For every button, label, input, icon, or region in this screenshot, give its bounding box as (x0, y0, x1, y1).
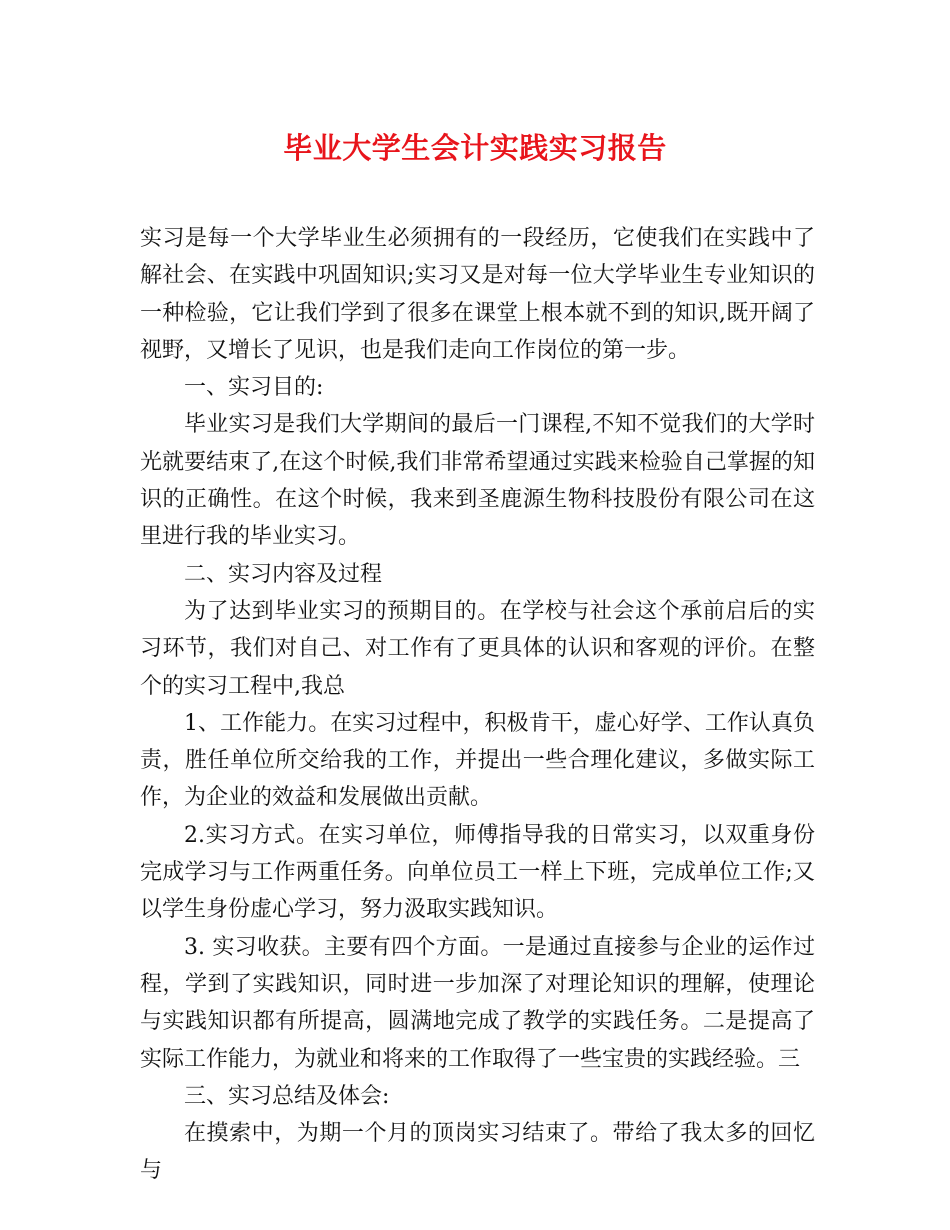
paragraph-summary: 在摸索中，为期一个月的顶岗实习结束了。带给了我太多的回忆与 (140, 1121, 815, 1184)
document-title: 毕业大学生会计实践实习报告 (283, 131, 667, 165)
section-heading-summary: 三、实习总结及体会: (184, 1083, 390, 1109)
paragraph-work-ability: 1、工作能力。在实习过程中，积极肯干，虚心好学、工作认真负责，胜任单位所交给我的工作，并提出一些合理化建议，多做实际工作，为企业的效益和发展做出贡献。 (140, 710, 815, 811)
paragraph-internship-gains: 3. 实习收获。主要有四个方面。一是通过直接参与企业的运作过程，学到了实践知识，同时进一步加深了对理论知识的理解，使理论与实践知识都有所提高，圆满地完成了教学的实践任务。二是提高了实际工作能力，为就业和将来的工作取得了一些宝贵的实践经验。三 (140, 934, 815, 1072)
paragraph-content: 为了达到毕业实习的预期目的。在学校与社会这个承前启后的实习环节，我们对自己、对工作有了更具体的认识和客观的评价。在整个的实习工程中,我总 (140, 598, 815, 699)
paragraph-intro: 实习是每一个大学毕业生必须拥有的一段经历，它使我们在实践中了解社会、在实践中巩固知识;实习又是对每一位大学毕业生专业知识的一种检验，它让我们学到了很多在课堂上根本就不到的知识,既开阔了视野，又增长了见识，也是我们走向工作岗位的第一步。 (140, 226, 815, 363)
document-body (140, 220, 815, 1190)
paragraph-internship-method: 2.实习方式。在实习单位，师傅指导我的日常实习，以双重身份完成学习与工作两重任务。向单位员工一样上下班，完成单位工作;又以学生身份虚心学习，努力汲取实践知识。 (140, 822, 815, 923)
section-heading-content: 二、实习内容及过程 (184, 561, 383, 587)
paragraph-purpose: 毕业实习是我们大学期间的最后一门课程,不知不觉我们的大学时光就要结束了,在这个时候,我们非常希望通过实践来检验自己掌握的知识的正确性。在这个时候，我来到圣鹿源生物科技股份有限公司在这里进行我的毕业实习。 (140, 412, 815, 550)
section-heading-purpose: 一、实习目的: (184, 375, 324, 401)
